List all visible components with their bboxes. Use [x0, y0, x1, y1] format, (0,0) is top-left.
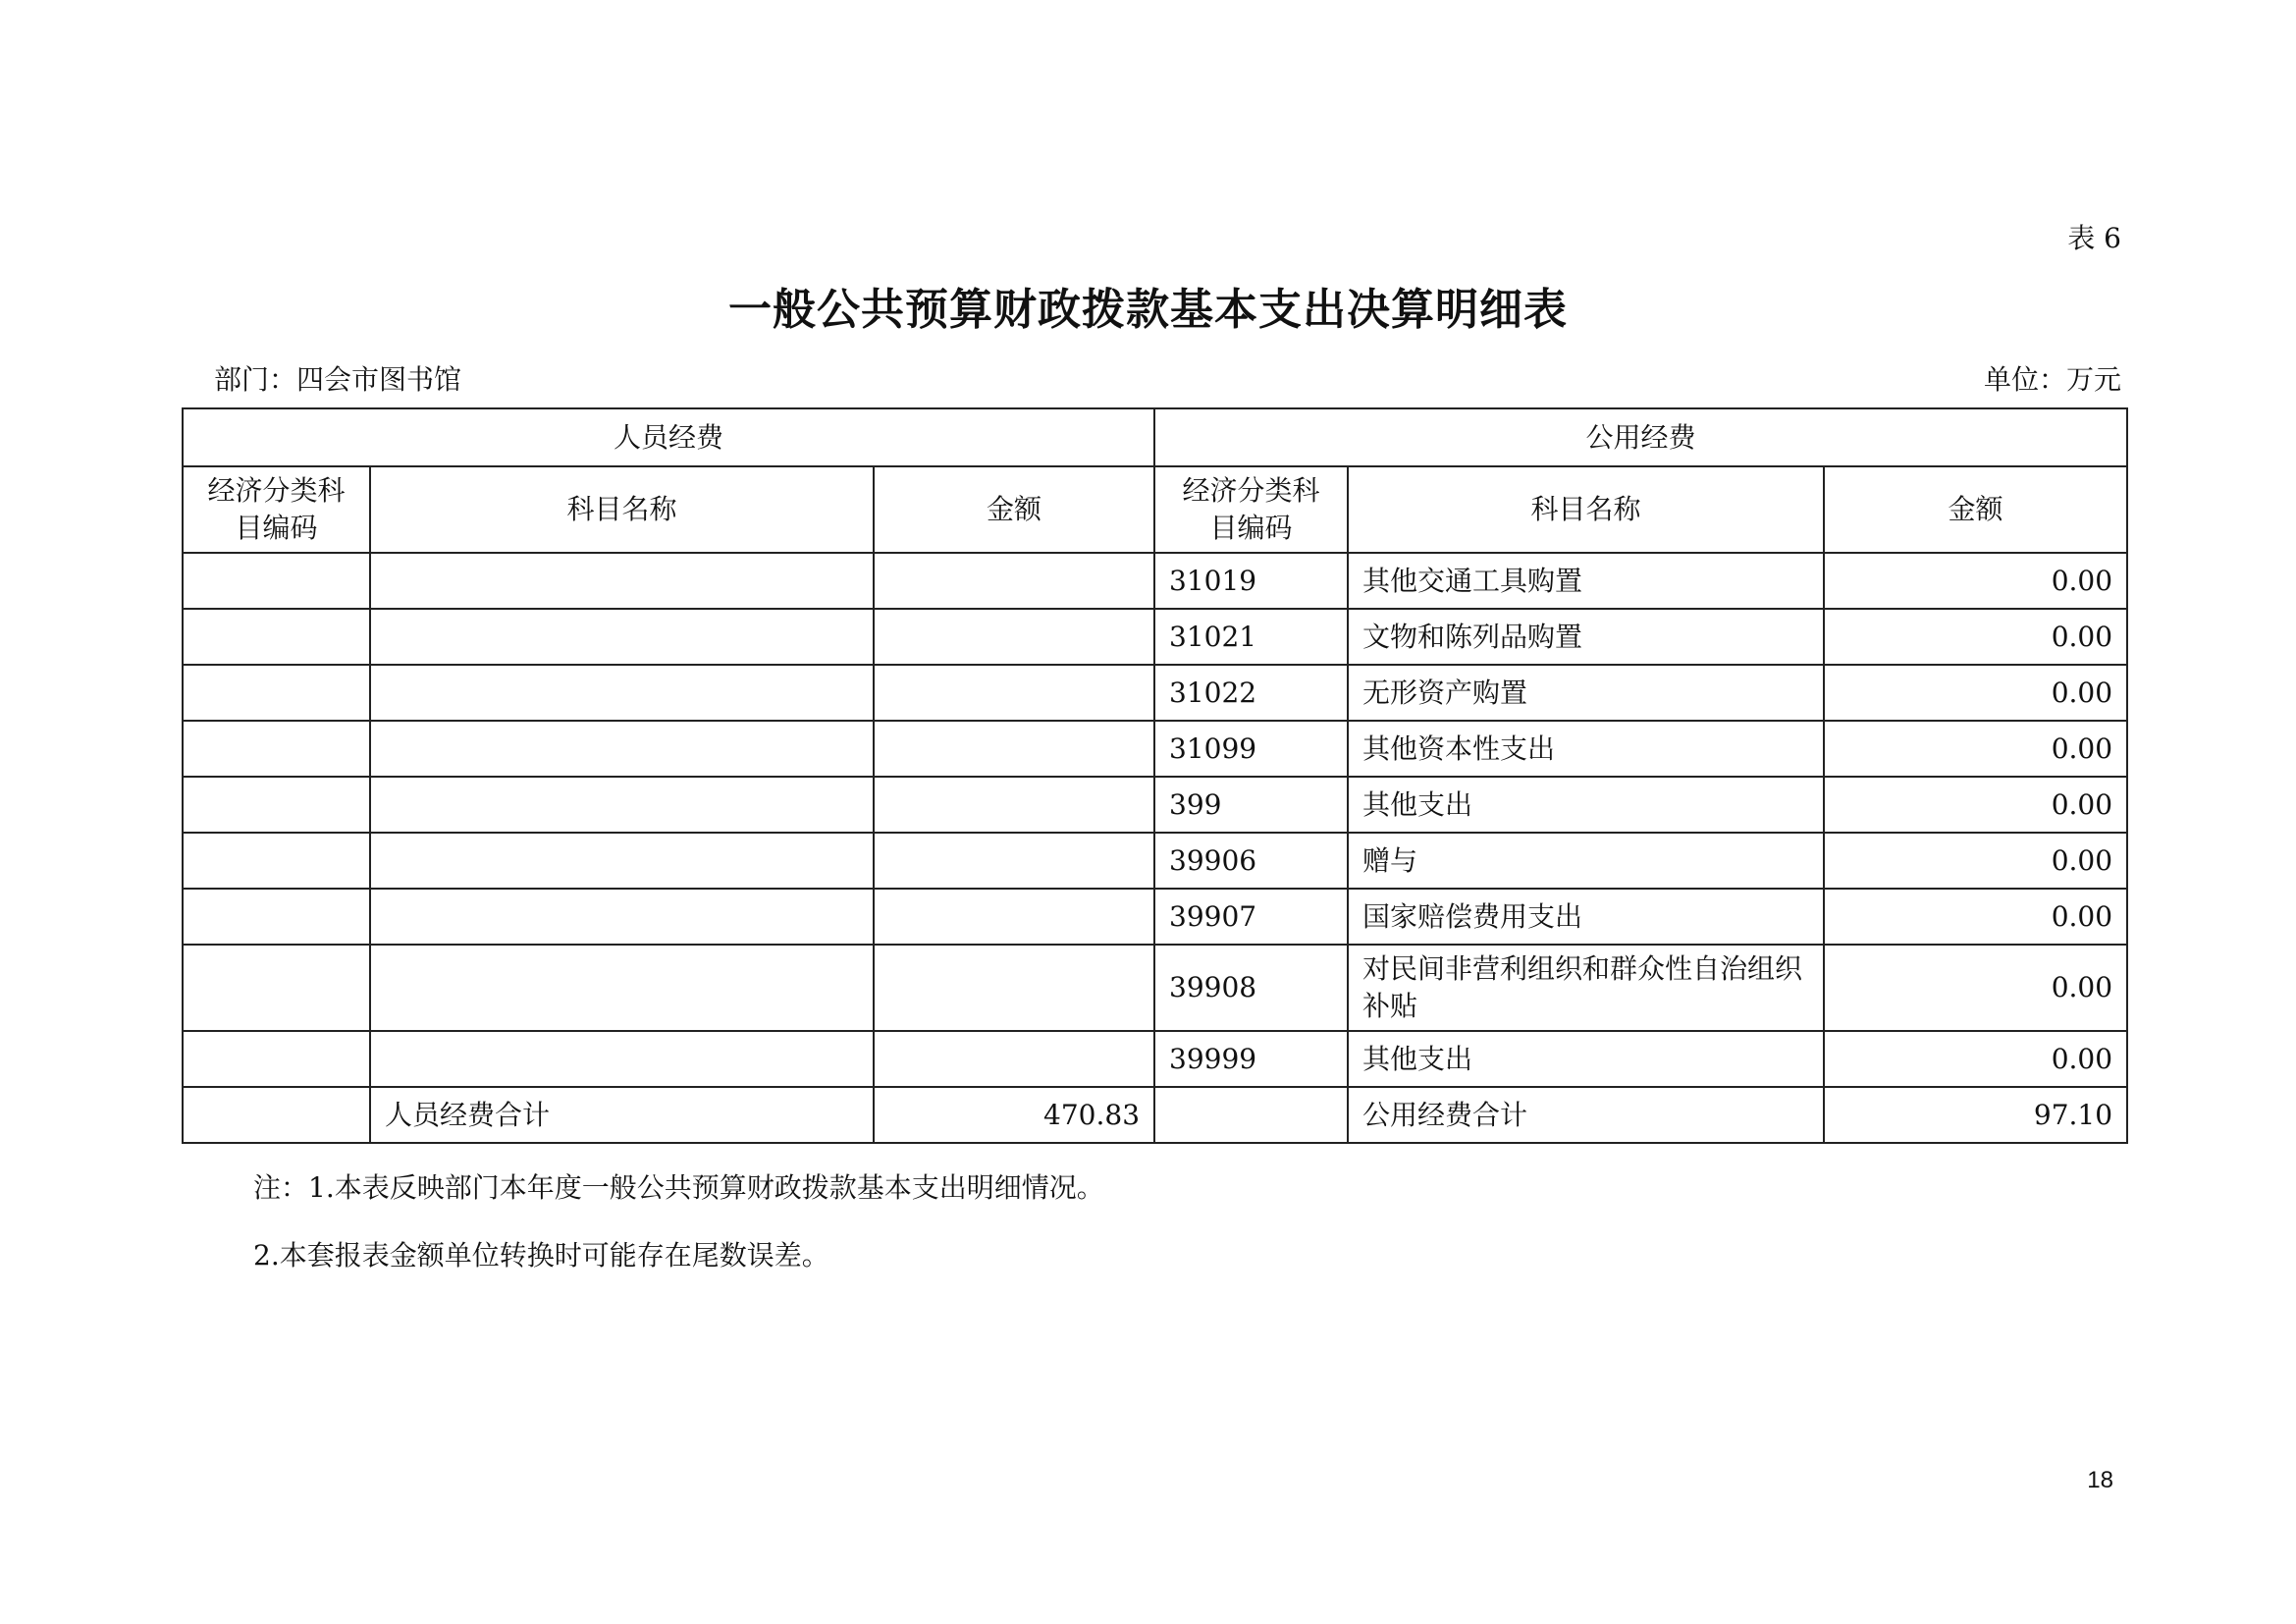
public-code-header: 经济分类科目编码: [1154, 466, 1348, 553]
personnel-amount-cell: [874, 665, 1154, 721]
personnel-code-cell: [183, 777, 370, 833]
personnel-group-header: 人员经费: [183, 408, 1154, 466]
public-code-cell: 39907: [1154, 889, 1348, 945]
document-title: 一般公共预算财政拨款基本支出决算明细表: [728, 285, 1568, 335]
personnel-name-cell: [370, 889, 874, 945]
table-row: [183, 1031, 2127, 1087]
public-name-cell: 其他支出: [1348, 777, 1824, 833]
page-number: 18: [2087, 1467, 2113, 1493]
personnel-total-amount: 470.83: [874, 1087, 1154, 1143]
personnel-code-cell: [183, 1031, 370, 1087]
public-amount-cell: 0.00: [1824, 609, 2127, 665]
column-header-row: [183, 466, 2127, 553]
personnel-amount-cell: [874, 833, 1154, 889]
totals-empty-cell: [1154, 1087, 1348, 1143]
personnel-name-cell: [370, 833, 874, 889]
public-amount-cell: 0.00: [1824, 777, 2127, 833]
footnote-1: 注：1.本表反映部门本年度一般公共预算财政拨款基本支出明细情况。: [253, 1171, 1104, 1204]
table-row: [183, 553, 2127, 609]
table-row: [183, 945, 2127, 1031]
personnel-code-cell: [183, 833, 370, 889]
public-code-cell: 31022: [1154, 665, 1348, 721]
expenditure-detail-table: [182, 407, 2128, 1144]
personnel-name-header: 科目名称: [370, 466, 874, 553]
table-row: [183, 889, 2127, 945]
personnel-amount-cell: [874, 945, 1154, 1031]
public-name-cell: 对民间非营利组织和群众性自治组织补贴: [1348, 945, 1824, 1031]
public-code-cell: 399: [1154, 777, 1348, 833]
public-name-cell: 无形资产购置: [1348, 665, 1824, 721]
public-code-cell: 31019: [1154, 553, 1348, 609]
personnel-name-cell: [370, 665, 874, 721]
table-row: [183, 665, 2127, 721]
personnel-name-cell: [370, 1031, 874, 1087]
public-name-cell: 赠与: [1348, 833, 1824, 889]
table-row: [183, 833, 2127, 889]
public-name-cell: 其他支出: [1348, 1031, 1824, 1087]
personnel-name-cell: [370, 609, 874, 665]
public-name-cell: 其他资本性支出: [1348, 721, 1824, 777]
public-amount-cell: 0.00: [1824, 945, 2127, 1031]
personnel-code-cell: [183, 665, 370, 721]
personnel-code-cell: [183, 945, 370, 1031]
personnel-amount-header: 金额: [874, 466, 1154, 553]
table-row: [183, 609, 2127, 665]
unit-label: 单位：万元: [1983, 363, 2121, 396]
totals-empty-cell: [183, 1087, 370, 1143]
personnel-amount-cell: [874, 553, 1154, 609]
public-code-cell: 39906: [1154, 833, 1348, 889]
public-code-cell: 39999: [1154, 1031, 1348, 1087]
public-amount-cell: 0.00: [1824, 665, 2127, 721]
personnel-name-cell: [370, 553, 874, 609]
public-amount-cell: 0.00: [1824, 721, 2127, 777]
personnel-name-cell: [370, 945, 874, 1031]
table-row: [183, 777, 2127, 833]
personnel-name-cell: [370, 721, 874, 777]
personnel-amount-cell: [874, 609, 1154, 665]
personnel-amount-cell: [874, 1031, 1154, 1087]
personnel-total-label: 人员经费合计: [370, 1087, 874, 1143]
public-amount-cell: 0.00: [1824, 833, 2127, 889]
public-amount-cell: 0.00: [1824, 889, 2127, 945]
public-name-cell: 文物和陈列品购置: [1348, 609, 1824, 665]
personnel-code-cell: [183, 721, 370, 777]
public-amount-cell: 0.00: [1824, 1031, 2127, 1087]
public-name-cell: 国家赔偿费用支出: [1348, 889, 1824, 945]
public-code-cell: 39908: [1154, 945, 1348, 1031]
public-total-amount: 97.10: [1824, 1087, 2127, 1143]
public-amount-header: 金额: [1824, 466, 2127, 553]
public-total-label: 公用经费合计: [1348, 1087, 1824, 1143]
personnel-code-cell: [183, 553, 370, 609]
personnel-amount-cell: [874, 889, 1154, 945]
personnel-code-header: 经济分类科目编码: [183, 466, 370, 553]
table-number: 表 6: [2067, 222, 2121, 254]
public-group-header: 公用经费: [1154, 408, 2127, 466]
personnel-amount-cell: [874, 721, 1154, 777]
personnel-code-cell: [183, 609, 370, 665]
public-code-cell: 31099: [1154, 721, 1348, 777]
footnote-2: 2.本套报表金额单位转换时可能存在尾数误差。: [253, 1239, 829, 1272]
table-row: [183, 721, 2127, 777]
public-amount-cell: 0.00: [1824, 553, 2127, 609]
public-code-cell: 31021: [1154, 609, 1348, 665]
personnel-code-cell: [183, 889, 370, 945]
personnel-amount-cell: [874, 777, 1154, 833]
department-label: 部门：四会市图书馆: [214, 363, 462, 396]
personnel-name-cell: [370, 777, 874, 833]
public-name-cell: 其他交通工具购置: [1348, 553, 1824, 609]
public-name-header: 科目名称: [1348, 466, 1824, 553]
group-header-row: [183, 408, 2127, 466]
totals-row: [183, 1087, 2127, 1143]
